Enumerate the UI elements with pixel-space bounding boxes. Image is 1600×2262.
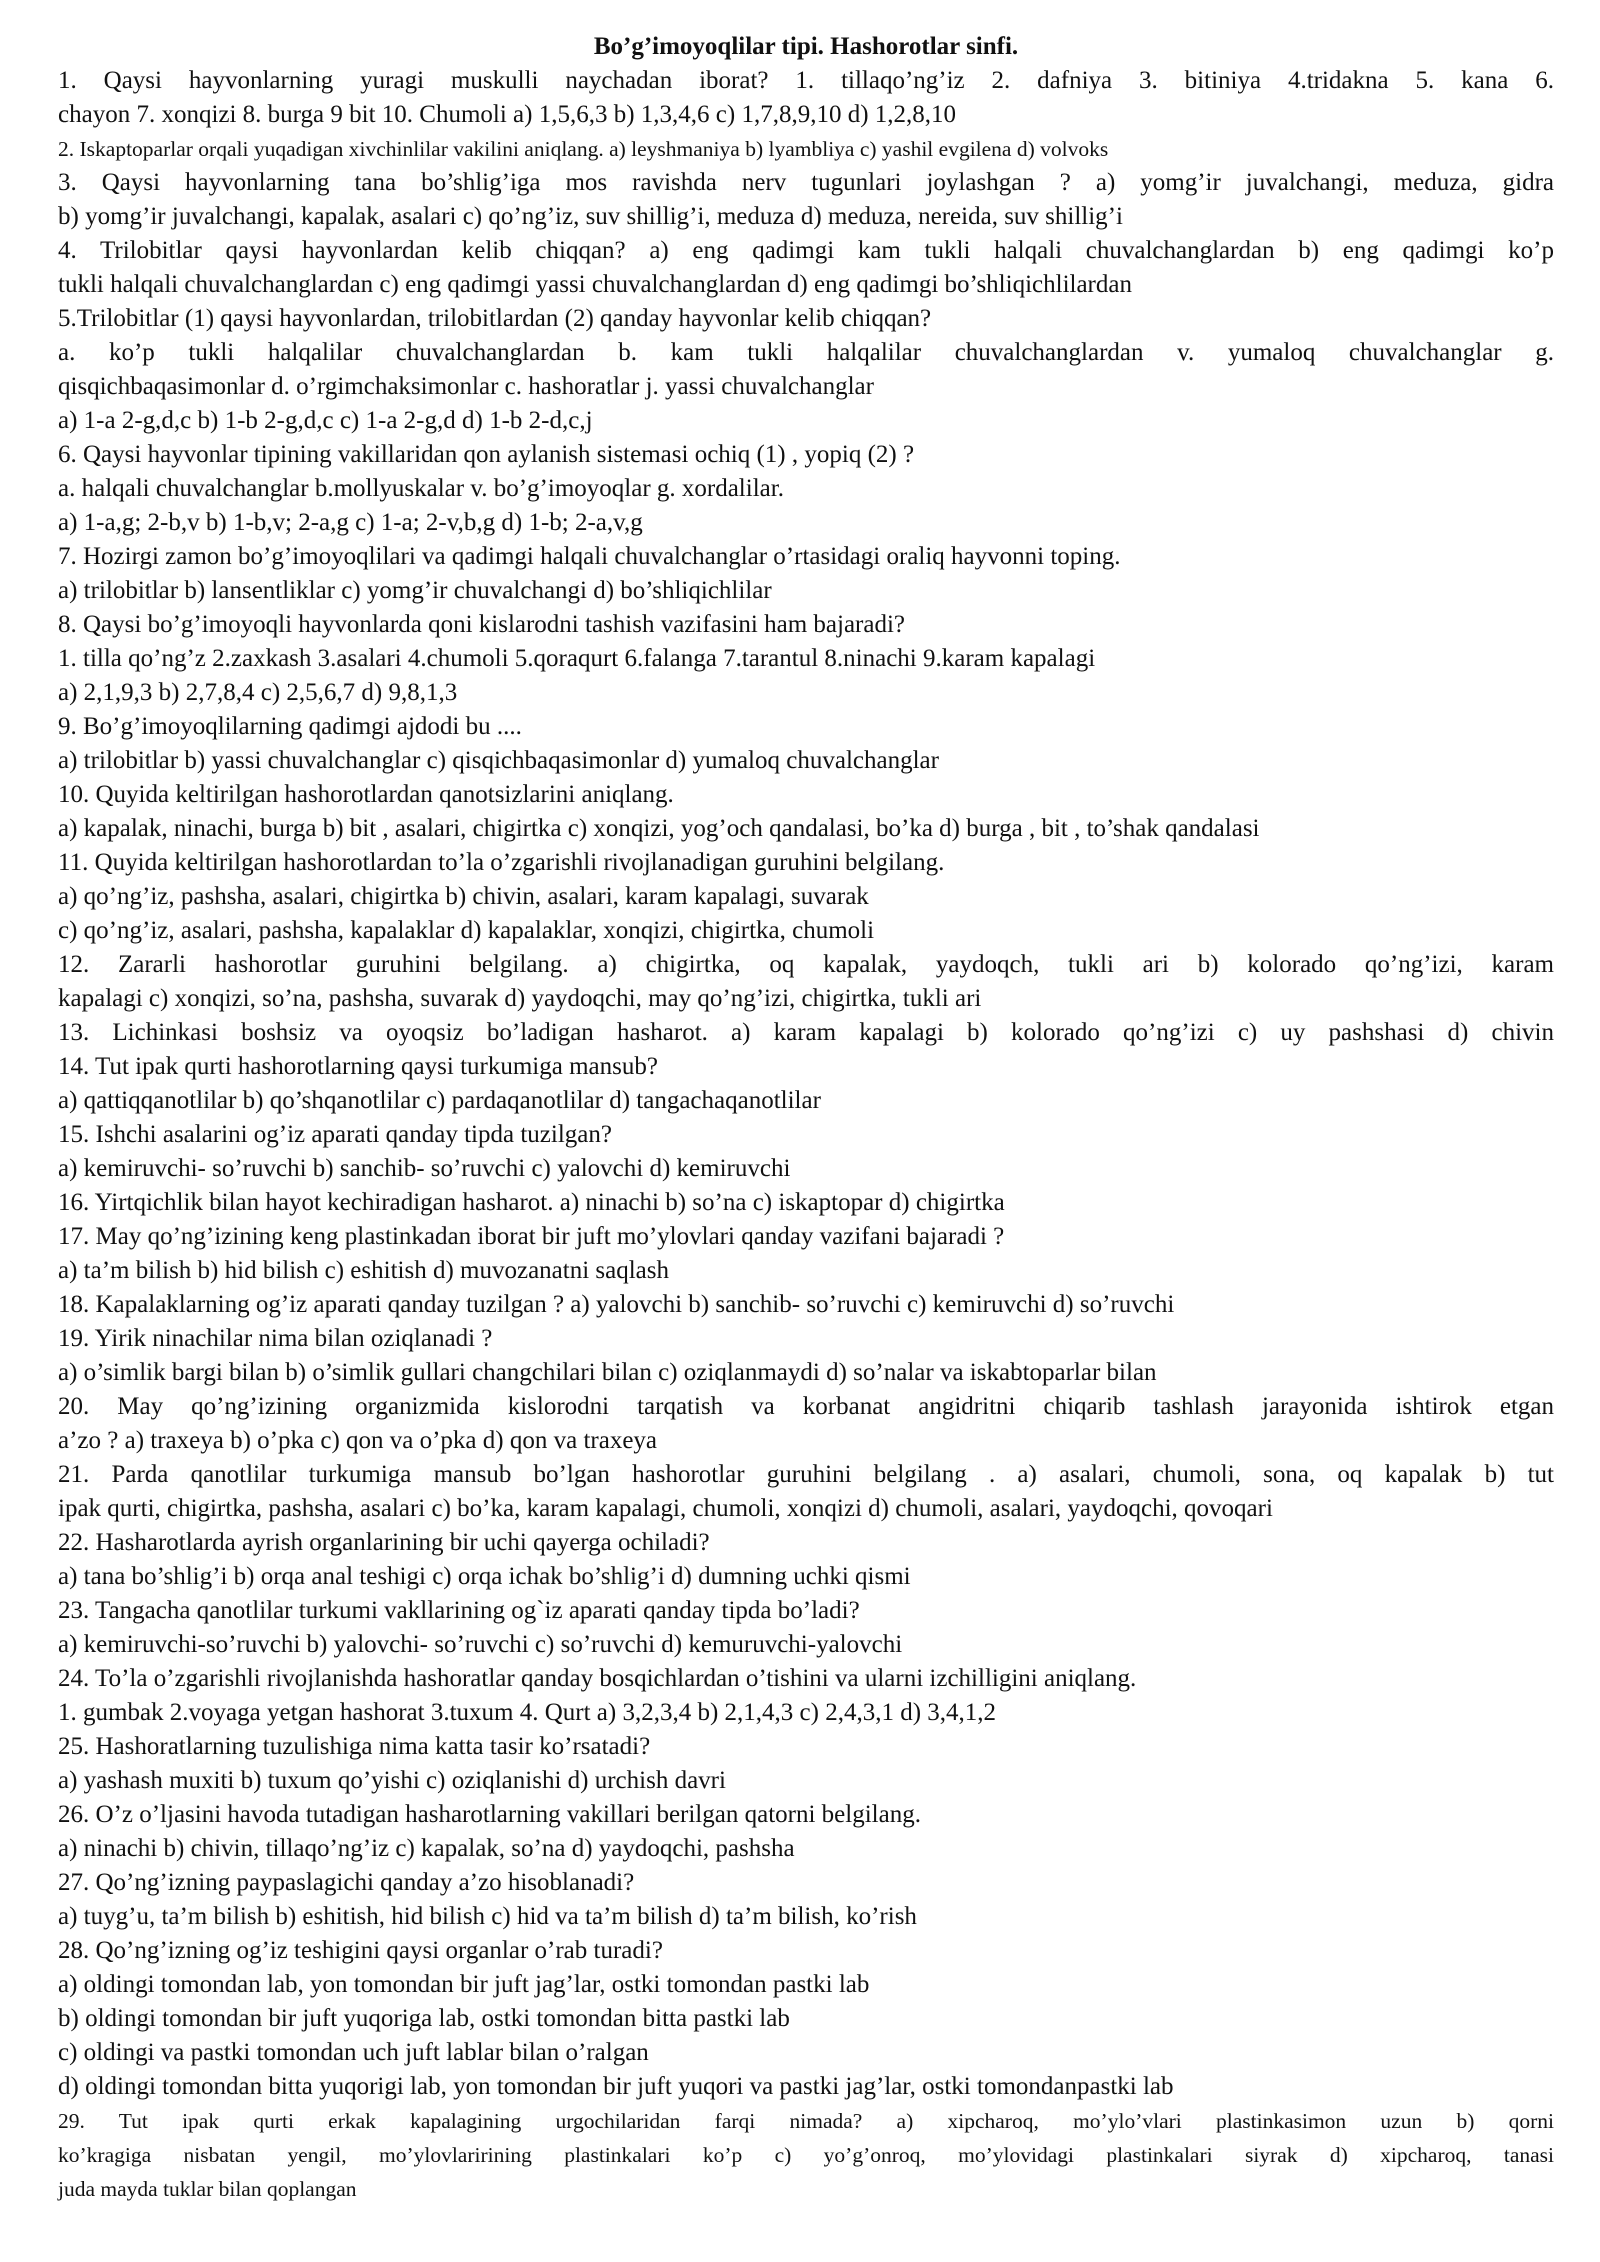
text-line: c) oldingi va pastki tomondan uch juft lablar bilan o’ralgan <box>58 2039 649 2066</box>
text-line: 4. Trilobitlar qaysi hayvonlardan kelib chiqqan? a) eng qadimgi kam tukli halqali chuvalchanglardan b) eng qadimgi ko’p <box>58 237 1554 264</box>
text-line: a) ta’m bilish b) hid bilish c) eshitish d) muvozanatni saqlash <box>58 1257 669 1284</box>
text-line: a. halqali chuvalchanglar b.mollyuskalar v. bo’g’imoyoqlar g. xordalilar. <box>58 475 784 502</box>
text-line: 11. Quyida keltirilgan hashorotlardan to’la o’zgarishli rivojlanadigan guruhini belgilang. <box>58 849 945 876</box>
text-line: 8. Qaysi bo’g’imoyoqli hayvonlarda qoni kislarodni tashish vazifasini ham bajaradi? <box>58 611 906 638</box>
text-line: 9. Bo’g’imoyoqlilarning qadimgi ajdodi bu .... <box>58 713 522 740</box>
text-line: 1. tilla qo’ng’z 2.zaxkash 3.asalari 4.chumoli 5.qoraqurt 6.falanga 7.tarantul 8.ninachi 9.karam kapalagi <box>58 645 1096 672</box>
text-line: a) oldingi tomondan lab, yon tomondan bir juft jag’lar, ostki tomondan pastki lab <box>58 1971 870 1998</box>
text-line: 3. Qaysi hayvonlarning tana bo’shlig’iga mos ravishda nerv tugunlari joylashgan ? a) yomg’ir juvalchangi, meduza, gidra <box>58 169 1554 196</box>
text-line: a. ko’p tukli halqalilar chuvalchanglardan b. kam tukli halqalilar chuvalchanglardan v. yumaloq chuvalchanglar g. <box>58 339 1554 366</box>
text-line: a) 1-a,g; 2-b,v b) 1-b,v; 2-a,g c) 1-a; 2-v,b,g d) 1-b; 2-a,v,g <box>58 509 643 536</box>
text-line: 25. Hashoratlarning tuzulishiga nima katta tasir ko’rsatadi? <box>58 1733 651 1760</box>
text-line: a) ninachi b) chivin, tillaqo’ng’iz c) kapalak, so’na d) yaydoqchi, pashsha <box>58 1835 795 1862</box>
text-line: 14. Tut ipak qurti hashorotlarning qaysi turkumiga mansub? <box>58 1053 658 1080</box>
text-line: c) qo’ng’iz, asalari, pashsha, kapalaklar d) kapalaklar, xonqizi, chigirtka, chumoli <box>58 917 875 944</box>
text-line: a) kemiruvchi-so’ruvchi b) yalovchi- so’ruvchi c) so’ruvchi d) kemuruvchi-yalovchi <box>58 1631 903 1658</box>
text-line: a) trilobitlar b) yassi chuvalchanglar c) qisqichbaqasimonlar d) yumaloq chuvalchanglar <box>58 747 939 774</box>
text-line: 1. Qaysi hayvonlarning yuragi muskulli naychadan iborat? 1. tillaqo’ng’iz 2. dafniya 3. bitiniya 4.tridakna 5. kana 6. <box>58 67 1554 94</box>
text-line: qisqichbaqasimonlar d. o’rgimchaksimonlar c. hashoratlar j. yassi chuvalchanglar <box>58 373 874 400</box>
text-line: 2. Iskaptoparlar orqali yuqadigan xivchinlilar vakilini aniqlang. a) leyshmaniya b) lyambliya c) yashil evgilena d) volvoks <box>58 137 1109 161</box>
text-line: 1. gumbak 2.voyaga yetgan hashorat 3.tuxum 4. Qurt a) 3,2,3,4 b) 2,1,4,3 c) 2,4,3,1 d) 3,4,1,2 <box>58 1699 997 1726</box>
text-line: 6. Qaysi hayvonlar tipining vakillaridan qon aylanish sistemasi ochiq (1) , yopiq (2) ? <box>58 441 915 468</box>
text-line: b) yomg’ir juvalchangi, kapalak, asalari c) qo’ng’iz, suv shillig’i, meduza d) meduza, nereida, suv shillig’i <box>58 203 1123 230</box>
text-line: 23. Tangacha qanotlilar turkumi vakllarining og`iz aparati qanday tipda bo’ladi? <box>58 1597 860 1624</box>
text-line: 10. Quyida keltirilgan hashorotlardan qanotsizlarini aniqlang. <box>58 781 674 808</box>
text-line: a) tana bo’shlig’i b) orqa anal teshigi c) orqa ichak bo’shlig’i d) dumning uchki qismi <box>58 1563 911 1590</box>
text-line: a) trilobitlar b) lansentliklar c) yomg’ir chuvalchangi d) bo’shliqichlilar <box>58 577 772 604</box>
text-line: juda mayda tuklar bilan qoplangan <box>58 2177 357 2201</box>
text-line: kapalagi c) xonqizi, so’na, pashsha, suvarak d) yaydoqchi, may qo’ng’izi, chigirtka, tukli ari <box>58 985 982 1012</box>
text-line: 16. Yirtqichlik bilan hayot kechiradigan hasharot. a) ninachi b) so’na c) iskaptopar d) chigirtka <box>58 1189 1005 1216</box>
text-line: 24. To’la o’zgarishli rivojlanishda hashoratlar qanday bosqichlardan o’tishini va ularni izchilligini aniqlang. <box>58 1665 1137 1692</box>
text-line: 26. O’z o’ljasini havoda tutadigan hasharotlarning vakillari berilgan qatorni belgilang. <box>58 1801 921 1828</box>
text-line: a) kapalak, ninachi, burga b) bit , asalari, chigirtka c) xonqizi, yog’och qandalasi, bo’ka d) burga , bit , to’shak qandalasi <box>58 815 1260 842</box>
text-line: 21. Parda qanotlilar turkumiga mansub bo’lgan hashorotlar guruhini belgilang . a) asalari, chumoli, sona, oq kapalak b) tut <box>58 1461 1554 1488</box>
text-line: 12. Zararli hashorotlar guruhini belgilang. a) chigirtka, oq kapalak, yaydoqch, tukli ari b) kolorado qo’ng’izi, karam <box>58 951 1554 978</box>
text-line: ko’kragiga nisbatan yengil, mo’ylovlaririning plastinkalari ko’p c) yo’g’onroq, mo’ylovidagi plastinkalari siyrak d) xipcharoq, tanasi <box>58 2143 1554 2167</box>
text-line: 15. Ishchi asalarini og’iz aparati qanday tipda tuzilgan? <box>58 1121 612 1148</box>
text-line: a’zo ? a) traxeya b) o’pka c) qon va o’pka d) qon va traxeya <box>58 1427 658 1454</box>
text-line: d) oldingi tomondan bitta yuqorigi lab, yon tomondan bir juft yuqori va pastki jag’lar, ostki tomondanpastki lab <box>58 2073 1174 2100</box>
text-line: a) 2,1,9,3 b) 2,7,8,4 c) 2,5,6,7 d) 9,8,1,3 <box>58 679 458 706</box>
question-list <box>58 64 1554 2206</box>
text-line: 17. May qo’ng’izining keng plastinkadan iborat bir juft mo’ylovlari qanday vazifani bajaradi ? <box>58 1223 1005 1250</box>
text-line: 22. Hasharotlarda ayrish organlarining bir uchi qayerga ochiladi? <box>58 1529 710 1556</box>
text-line: a) kemiruvchi- so’ruvchi b) sanchib- so’ruvchi c) yalovchi d) kemiruvchi <box>58 1155 791 1182</box>
text-line: 20. May qo’ng’izining organizmida kislorodni tarqatish va korbanat angidritni chiqarib tashlash jarayonida ishtirok etgan <box>58 1393 1554 1420</box>
text-line: 18. Kapalaklarning og’iz aparati qanday tuzilgan ? a) yalovchi b) sanchib- so’ruvchi c) kemiruvchi d) so’ruvchi <box>58 1291 1175 1318</box>
text-line: 28. Qo’ng’izning og’iz teshigini qaysi organlar o’rab turadi? <box>58 1937 663 1964</box>
text-line: a) yashash muxiti b) tuxum qo’yishi c) oziqlanishi d) urchish davri <box>58 1767 726 1794</box>
text-line: a) 1-a 2-g,d,c b) 1-b 2-g,d,c c) 1-a 2-g,d d) 1-b 2-d,c,j <box>58 407 593 434</box>
text-line: 19. Yirik ninachilar nima bilan oziqlanadi ? <box>58 1325 493 1352</box>
text-line: a) o’simlik bargi bilan b) o’simlik gullari changchilari bilan c) oziqlanmaydi d) so’nalar va iskabtoparlar bilan <box>58 1359 1157 1386</box>
text-line: 27. Qo’ng’izning paypaslagichi qanday a’zo hisoblanadi? <box>58 1869 635 1896</box>
text-line: 29. Tut ipak qurti erkak kapalagining urgochilaridan farqi nimada? a) xipcharoq, mo’ylo’vlari plastinkasimon uzun b) qorni <box>58 2109 1554 2133</box>
text-line: 5.Trilobitlar (1) qaysi hayvonlardan, trilobitlardan (2) qanday hayvonlar kelib chiqqan? <box>58 305 932 332</box>
text-line: a) qattiqqanotlilar b) qo’shqanotlilar c) pardaqanotlilar d) tangachaqanotlilar <box>58 1087 821 1114</box>
text-line: ipak qurti, chigirtka, pashsha, asalari c) bo’ka, karam kapalagi, chumoli, xonqizi d) chumoli, asalari, yaydoqchi, qovoqari <box>58 1495 1273 1522</box>
text-line: a) qo’ng’iz, pashsha, asalari, chigirtka b) chivin, asalari, karam kapalagi, suvarak <box>58 883 869 910</box>
text-line: 7. Hozirgi zamon bo’g’imoyoqlilari va qadimgi halqali chuvalchanglar o’rtasidagi oraliq hayvonni toping. <box>58 543 1121 570</box>
text-line: a) tuyg’u, ta’m bilish b) eshitish, hid bilish c) hid va ta’m bilish d) ta’m bilish, ko’rish <box>58 1903 917 1930</box>
text-line: 13. Lichinkasi boshsiz va oyoqsiz bo’ladigan hasharot. a) karam kapalagi b) kolorado qo’ng’izi c) uy pashshasi d) chivin <box>58 1019 1554 1046</box>
document-title: Bo’g’imoyoqlilar tipi. Hashorotlar sinfi. <box>593 33 1019 60</box>
text-line: b) oldingi tomondan bir juft yuqoriga lab, ostki tomondan bitta pastki lab <box>58 2005 790 2032</box>
text-line: chayon 7. xonqizi 8. burga 9 bit 10. Chumoli a) 1,5,6,3 b) 1,3,4,6 c) 1,7,8,9,10 d) 1,2,8,10 <box>58 101 957 128</box>
text-line: tukli halqali chuvalchanglardan c) eng qadimgi yassi chuvalchanglardan d) eng qadimgi bo’shliqichlilardan <box>58 271 1132 298</box>
